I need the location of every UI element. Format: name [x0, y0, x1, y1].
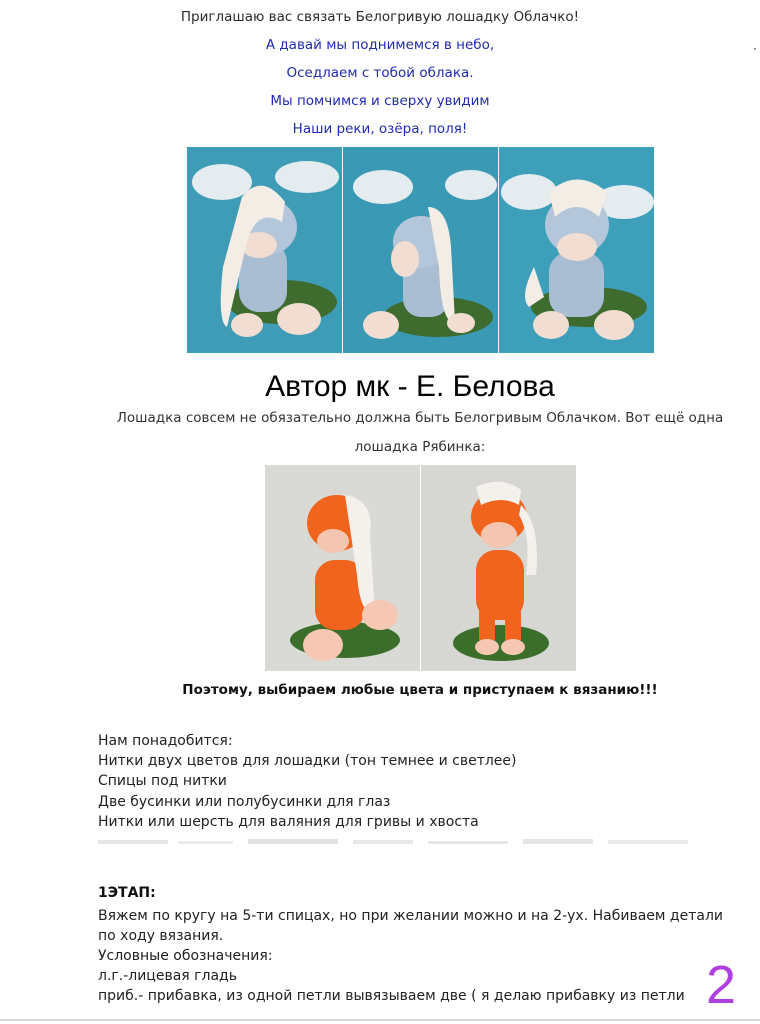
blue-horse-photo	[187, 147, 342, 353]
page-bottom-divider	[0, 1019, 760, 1021]
stage-text-line: Вяжем по кругу на 5-ти спицах, но при желании можно и на 2-ух. Набиваем детали	[98, 908, 723, 924]
poem-line: А давай мы поднимемся в небо,	[265, 37, 495, 53]
blue-horse-photo	[343, 147, 498, 353]
materials-heading: Нам понадобится:	[98, 733, 233, 749]
description-line: Лошадка совсем не обязательно должна быть Белогривым Облачком. Вот ещё одна	[116, 410, 724, 426]
faded-text-line	[98, 836, 688, 850]
stray-dot: ·	[753, 42, 757, 56]
stage-text-line: приб.- прибавка, из одной петли вывязываем две ( я делаю прибавку из петли	[98, 988, 685, 1004]
intro-text: Приглашаю вас связать Белогривую лошадку Облачко!	[180, 9, 580, 25]
orange-horse-photo-row	[265, 465, 576, 671]
blue-horse-photo	[499, 147, 654, 353]
stage-text-line: Условные обозначения:	[98, 948, 273, 964]
stage-text-line: л.г.-лицевая гладь	[98, 968, 237, 984]
stage-text-line: по ходу вязания.	[98, 928, 224, 944]
blue-horse-photo-row	[187, 147, 654, 353]
materials-item: Спицы под нитки	[98, 773, 227, 789]
poem-line: Наши реки, озёра, поля!	[292, 121, 468, 137]
author-heading: Автор мк - Е. Белова	[265, 370, 555, 403]
poem-line: Оседлаем с тобой облака.	[286, 65, 474, 81]
page-number: 2	[706, 955, 737, 1015]
orange-horse-photo	[265, 465, 420, 671]
stage-title: 1ЭТАП:	[98, 885, 156, 901]
materials-item: Нитки двух цветов для лошадки (тон темнее и светлее)	[98, 753, 517, 769]
materials-item: Нитки или шерсть для валяния для гривы и хвоста	[98, 814, 479, 830]
description-line: лошадка Рябинка:	[354, 439, 486, 455]
poem-line: Мы помчимся и сверху увидим	[270, 93, 490, 109]
materials-item: Две бусинки или полубусинки для глаз	[98, 794, 391, 810]
call-to-action: Поэтому, выбираем любые цвета и приступаем к вязанию!!!	[182, 682, 658, 698]
orange-horse-photo	[421, 465, 576, 671]
